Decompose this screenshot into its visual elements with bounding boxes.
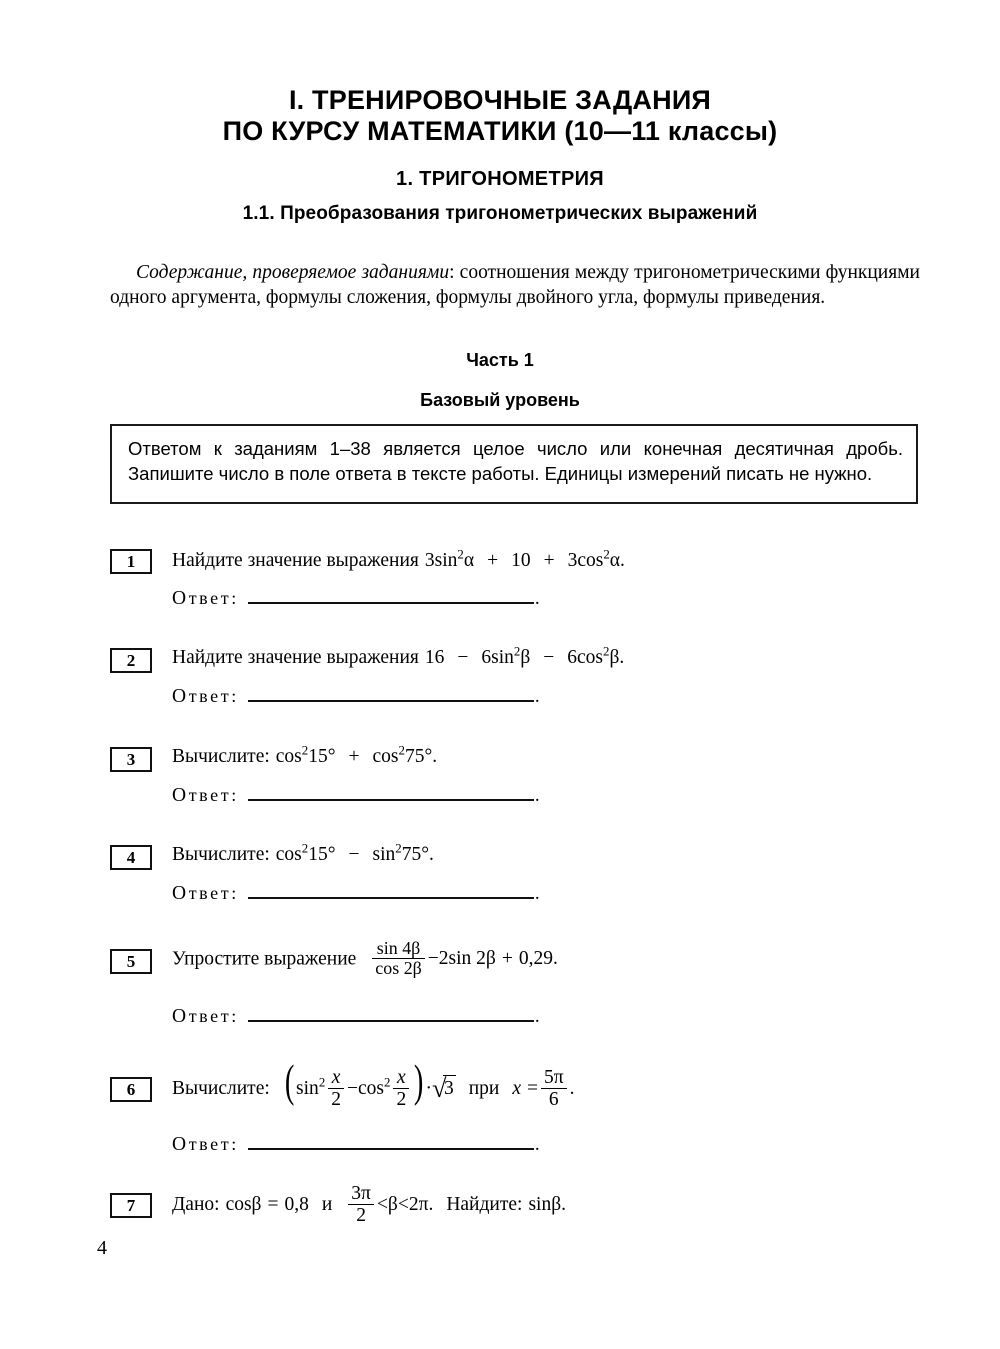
answer-label: Ответ: (172, 785, 239, 806)
answer-label: Ответ: (172, 883, 239, 904)
answer-blank-line[interactable] (248, 1135, 534, 1150)
task-expression: $\cos^215^\circ + \cos^275^\circ$. (275, 743, 438, 767)
task-statement (172, 1184, 566, 1227)
answer-blank-line[interactable] (248, 884, 534, 899)
task-expression: ($\sin^2$ $\frac{x}{2}$ $-\cos^2$ $\frac{x}{2}$ )· √ 3 при x = $\frac{5\pi}{6}$ . (284, 1055, 575, 1111)
answer-period: . (534, 1006, 540, 1027)
part-heading: Часть 1 (466, 350, 534, 370)
square-root: √ 3 (431, 1073, 454, 1103)
fraction: $\frac{x}{2}$ (328, 1067, 344, 1110)
answer-row (172, 883, 540, 905)
task-number-box[interactable]: 3 (110, 747, 152, 772)
task-prompt: Найдите значение выражения (172, 550, 419, 571)
task-expression: $\cos^215^\circ - \sin^275^\circ$. (275, 841, 434, 865)
content-note-label: Содержание, проверяемое заданиями (136, 261, 450, 283)
answer-row (172, 588, 540, 610)
answer-blank-line[interactable] (248, 589, 534, 604)
answer-label: Ответ: (172, 588, 239, 609)
instruction-box (110, 424, 918, 504)
fraction: $\frac{x}{2}$ (393, 1067, 409, 1110)
task-statement (172, 940, 558, 980)
answer-blank-line[interactable] (248, 786, 534, 801)
task-prompt: Вычислите: (172, 844, 270, 865)
page-number: 4 (97, 1237, 107, 1259)
task-statement (172, 1055, 575, 1111)
answer-period: . (534, 686, 540, 707)
answer-period: . (534, 588, 540, 609)
fraction: $\frac{\sin 4\beta}{\cos 2\beta}$ (372, 939, 425, 979)
task-expression: cosβ = 0,8 и $\frac{3\pi}{2}$ <β<2π. Найдите: sinβ. (225, 1183, 566, 1227)
subsection-heading: 1.1. Преобразования тригонометрических выражений (242, 203, 758, 224)
task-number-box[interactable]: 1 (110, 549, 152, 574)
task-prompt: Вычислите: (172, 1078, 270, 1100)
content-note (110, 260, 920, 311)
task-number-box[interactable]: 7 (110, 1193, 152, 1218)
answer-period: . (534, 1134, 540, 1155)
page-title-line1: I. ТРЕНИРОВОЧНЫЕ ЗАДАНИЯ (288, 85, 712, 115)
answer-period: . (534, 883, 540, 904)
section-heading: 1. ТРИГОНОМЕТРИЯ (396, 168, 604, 190)
task-number-box[interactable]: 6 (110, 1077, 152, 1102)
fraction: $\frac{5\pi}{6}$ (541, 1067, 567, 1110)
answer-period: . (534, 785, 540, 806)
answer-label: Ответ: (172, 1134, 239, 1155)
instruction-text: Ответом к заданиям 1–38 является целое число или конечная десятичная дробь. Запишите число в поле ответа в тексте работы. Единицы измерений писать не нужно. (128, 438, 903, 484)
fraction: $\frac{3\pi}{2}$ (348, 1183, 374, 1226)
task-number-box[interactable]: 2 (110, 648, 152, 673)
task-prompt: Найдите значение выражения (172, 647, 419, 668)
answer-row (172, 785, 540, 807)
answer-blank-line[interactable] (248, 687, 534, 702)
content-note-body: : соотношения между тригонометрическими функциями одного аргумента, формулы сложения, формулы двойного угла, формулы приведения. (110, 261, 920, 308)
answer-label: Ответ: (172, 686, 239, 707)
task-statement (172, 744, 437, 770)
task-statement (172, 645, 624, 671)
answer-blank-line[interactable] (248, 1007, 534, 1022)
task-expression: $3\sin^2\alpha + 10 + 3\cos^2\alpha$. (424, 547, 625, 571)
page-title-line2: ПО КУРСУ МАТЕМАТИКИ (10—11 классы) (222, 116, 778, 146)
task-prompt: Упростите выражение (172, 948, 357, 970)
task-statement (172, 548, 625, 574)
answer-row (172, 1006, 540, 1028)
task-number-box[interactable]: 4 (110, 845, 152, 870)
level-heading: Базовый уровень (420, 390, 580, 410)
task-expression: $\frac{\sin 4\beta}{\cos 2\beta}$ −2sin 2β + 0,29. (369, 948, 558, 969)
task-statement (172, 842, 434, 868)
task-number-box[interactable]: 5 (110, 949, 152, 974)
answer-label: Ответ: (172, 1006, 239, 1027)
answer-row (172, 1134, 540, 1156)
answer-row (172, 686, 540, 708)
task-prompt: Вычислите: (172, 746, 270, 767)
task-prompt: Дано: (172, 1194, 220, 1216)
task-expression: $16 - 6\sin^2\beta - 6\cos^2\beta$. (424, 644, 625, 668)
